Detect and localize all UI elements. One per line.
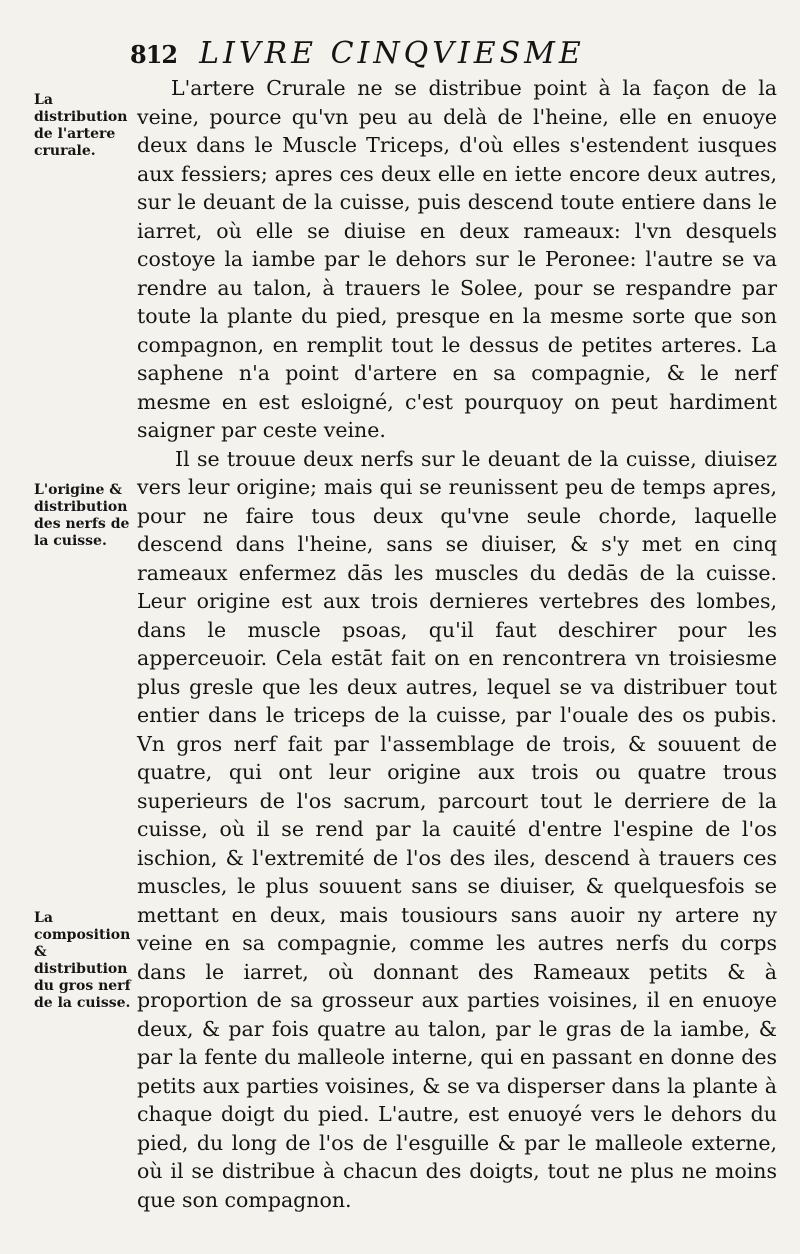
margin-note: L'origine & distribution des nerfs de la cuisse. bbox=[34, 482, 130, 549]
running-head: LIVRE CINQVIESME bbox=[199, 36, 585, 71]
paragraph: Il se trouue deux nerfs sur le deuant de la cuisse, diuisez vers leur origine; mais qui se reunissent peu de temps apres, pour ne faire tous deux qu'vne seule chorde, laquelle descend dans l'heine, sans se diuiser, & s'y met en cinq rameaux enfermez dās les muscles du dedās de la cuisse. Leur origine est aux trois dernieres vertebres des lombes, dans le muscle psoas, qu'il faut deschirer pour les apperceuoir. Cela estāt fait on en rencontrera vn troisiesme plus gresle que les deux autres, lequel se va distribuer tout entier dans le triceps de la cuisse, par l'ouale des os pubis. Vn gros nerf fait par l'assemblage de trois, & souuent de quatre, qui ont leur origine aux trois ou quatre trous superieurs de l'os sacrum, parcourt tout le derriere de la cuisse, où il se rend par la cauité d'entre l'espine de l'os ischion, & l'extremité de l'os des iles, descend à trauers ces muscles, le plus souuent sans se diuiser, & quelquesfois se mettant en deux, mais tousiours sans auoir ny artere ny veine en sa compagnie, comme les autres nerfs du corps dans le iarret, où donnant des Rameaux petits & à proportion de sa grosseur aux parties voisines, il en enuoye deux, & par fois quatre au talon, par le gras de la iambe, & par la fente du malleole interne, qui en passant en donne des petits aux parties voisines, & se va disperser dans la plante à chaque doigt du pied. L'autre, est enuoyé vers le dehors du pied, du long de l'os de l'esguille & par le malleole externe, où il se distribue à chacun des doigts, tout ne plus ne moins que son compagnon. bbox=[137, 446, 777, 1212]
margin-note: La distribution de l'artere crurale. bbox=[34, 92, 128, 159]
margin-note: La composition & distribution du gros nerf de la cuisse. bbox=[34, 910, 131, 1011]
main-text bbox=[137, 74, 777, 1214]
page-number: 812 bbox=[130, 40, 178, 69]
paragraph: L'artere Crurale ne se distribue point à la façon de la veine, pource qu'vn peu au delà de l'heine, elle en enuoye deux dans le Muscle Triceps, d'où elles s'estendent iusques aux fessiers; apres ces deux elle en iette encore deux autres, sur le deuant de la cuisse, puis descend toute entiere dans le iarret, où elle se diuise en deux rameaux: l'vn desquels costoye la iambe par le dehors sur le Peronee: l'autre se va rendre au talon, à trauers le Solee, pour se respandre par toute la plante du pied, presque en la mesme sorte que son compagnon, en remplit tout le dessus de petites arteres. La saphene n'a point d'artere en sa compagnie, & le nerf mesme en est esloigné, c'est pourquoy on peut hardiment saigner par ceste veine. bbox=[137, 76, 777, 442]
page-header bbox=[130, 36, 690, 72]
